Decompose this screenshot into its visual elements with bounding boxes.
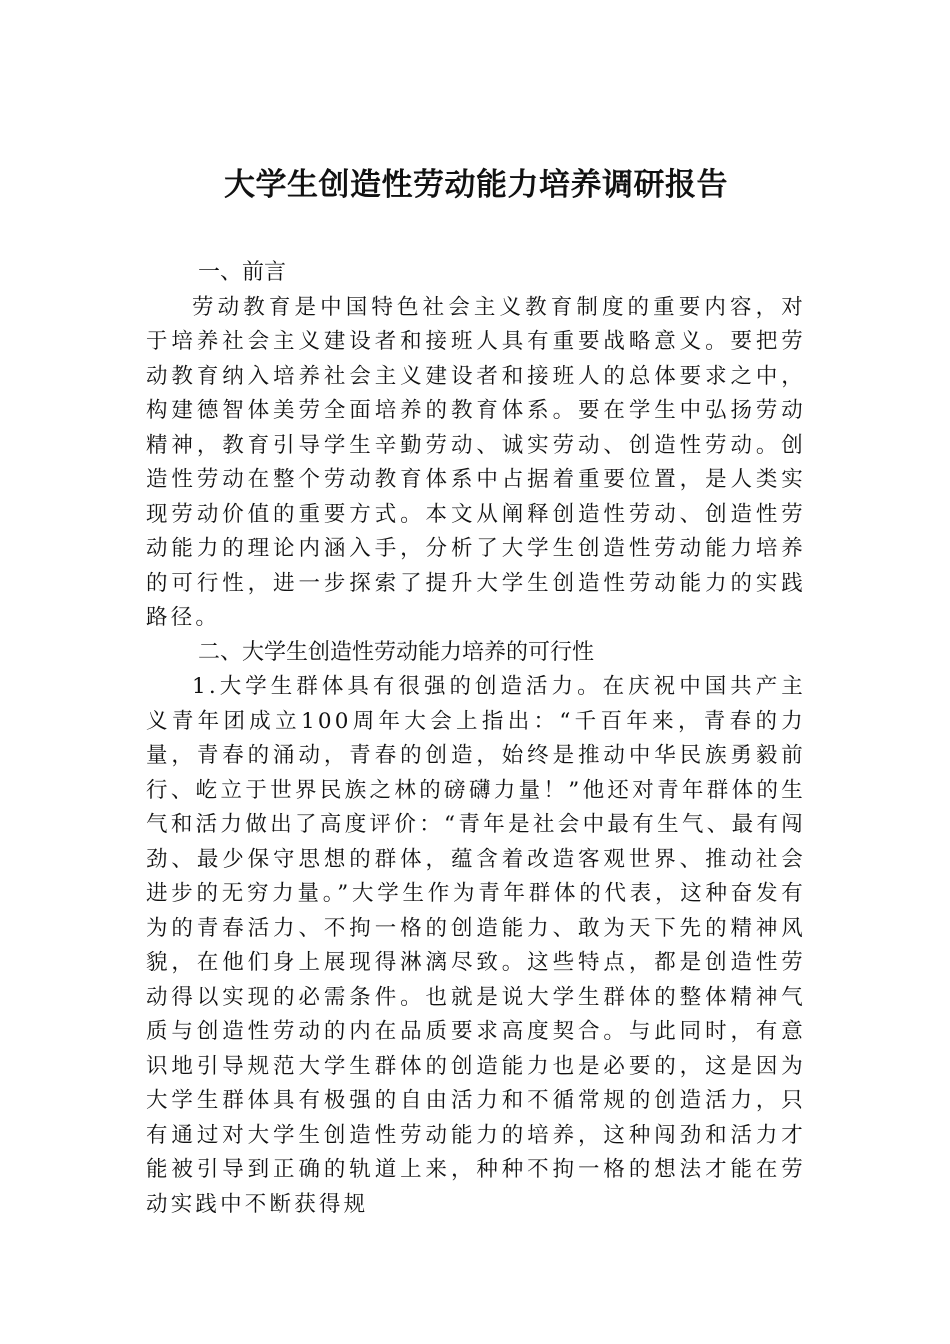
section-heading: 二、大学生创造性劳动能力培养的可行性	[198, 639, 595, 665]
section-heading: 一、前言	[198, 260, 287, 285]
paragraph: 劳动教育是中国特色社会主义教育制度的重要内容，对于培养社会主义建设者和接班人具有重要战略意义。要把劳动教育纳入培养社会主义建设者和接班人的总体要求之中，构建德智体美劳全面培养的教育体系。要在学生中弘扬劳动精神，教育引导学生辛勤劳动、诚实劳动、创造性劳动。创造性劳动在整个劳动教育体系中占据着重要位置，是人类实现劳动价值的重要方式。本文从阐释创造性劳动、创造性劳动能力的理论内涵入手，分析了大学生创造性劳动能力培养的可行性，进一步探索了提升大学生创造性劳动能力的实践路径。	[146, 294, 806, 630]
section-preface	[146, 256, 806, 636]
paragraph: 1.大学生群体具有很强的创造活力。在庆祝中国共产主义青年团成立100周年大会上指出：“千百年来，青春的力量，青春的涌动，青春的创造，始终是推动中华民族勇毅前行、屹立于世界民族之林的磅礴力量！”他还对青年群体的生气和活力做出了高度评价：“青年是社会中最有生气、最有闯劲、最少保守思想的群体，蕴含着改造客观世界、推动社会进步的无穷力量。”大学生作为青年群体的代表，这种奋发有为的青春活力、不拘一格的创造能力、敢为天下先的精神风貌，在他们身上展现得淋漓尽致。这些特点，都是创造性劳动得以实现的必需条件。也就是说大学生群体的整体精神气质与创造性劳动的内在品质要求高度契合。与此同时，有意识地引导规范大学生群体的创造能力也是必要的，这是因为大学生群体具有极强的自由活力和不循常规的创造活力，只有通过对大学生创造性劳动能力的培养，这种闯劲和活力才能被引导到正确的轨道上来，种种不拘一格的想法才能在劳动实践中不断获得规	[146, 674, 806, 1217]
document-title: 大学生创造性劳动能力培养调研报告	[224, 167, 728, 203]
section-feasibility	[146, 636, 806, 1223]
document-body	[146, 160, 806, 1222]
